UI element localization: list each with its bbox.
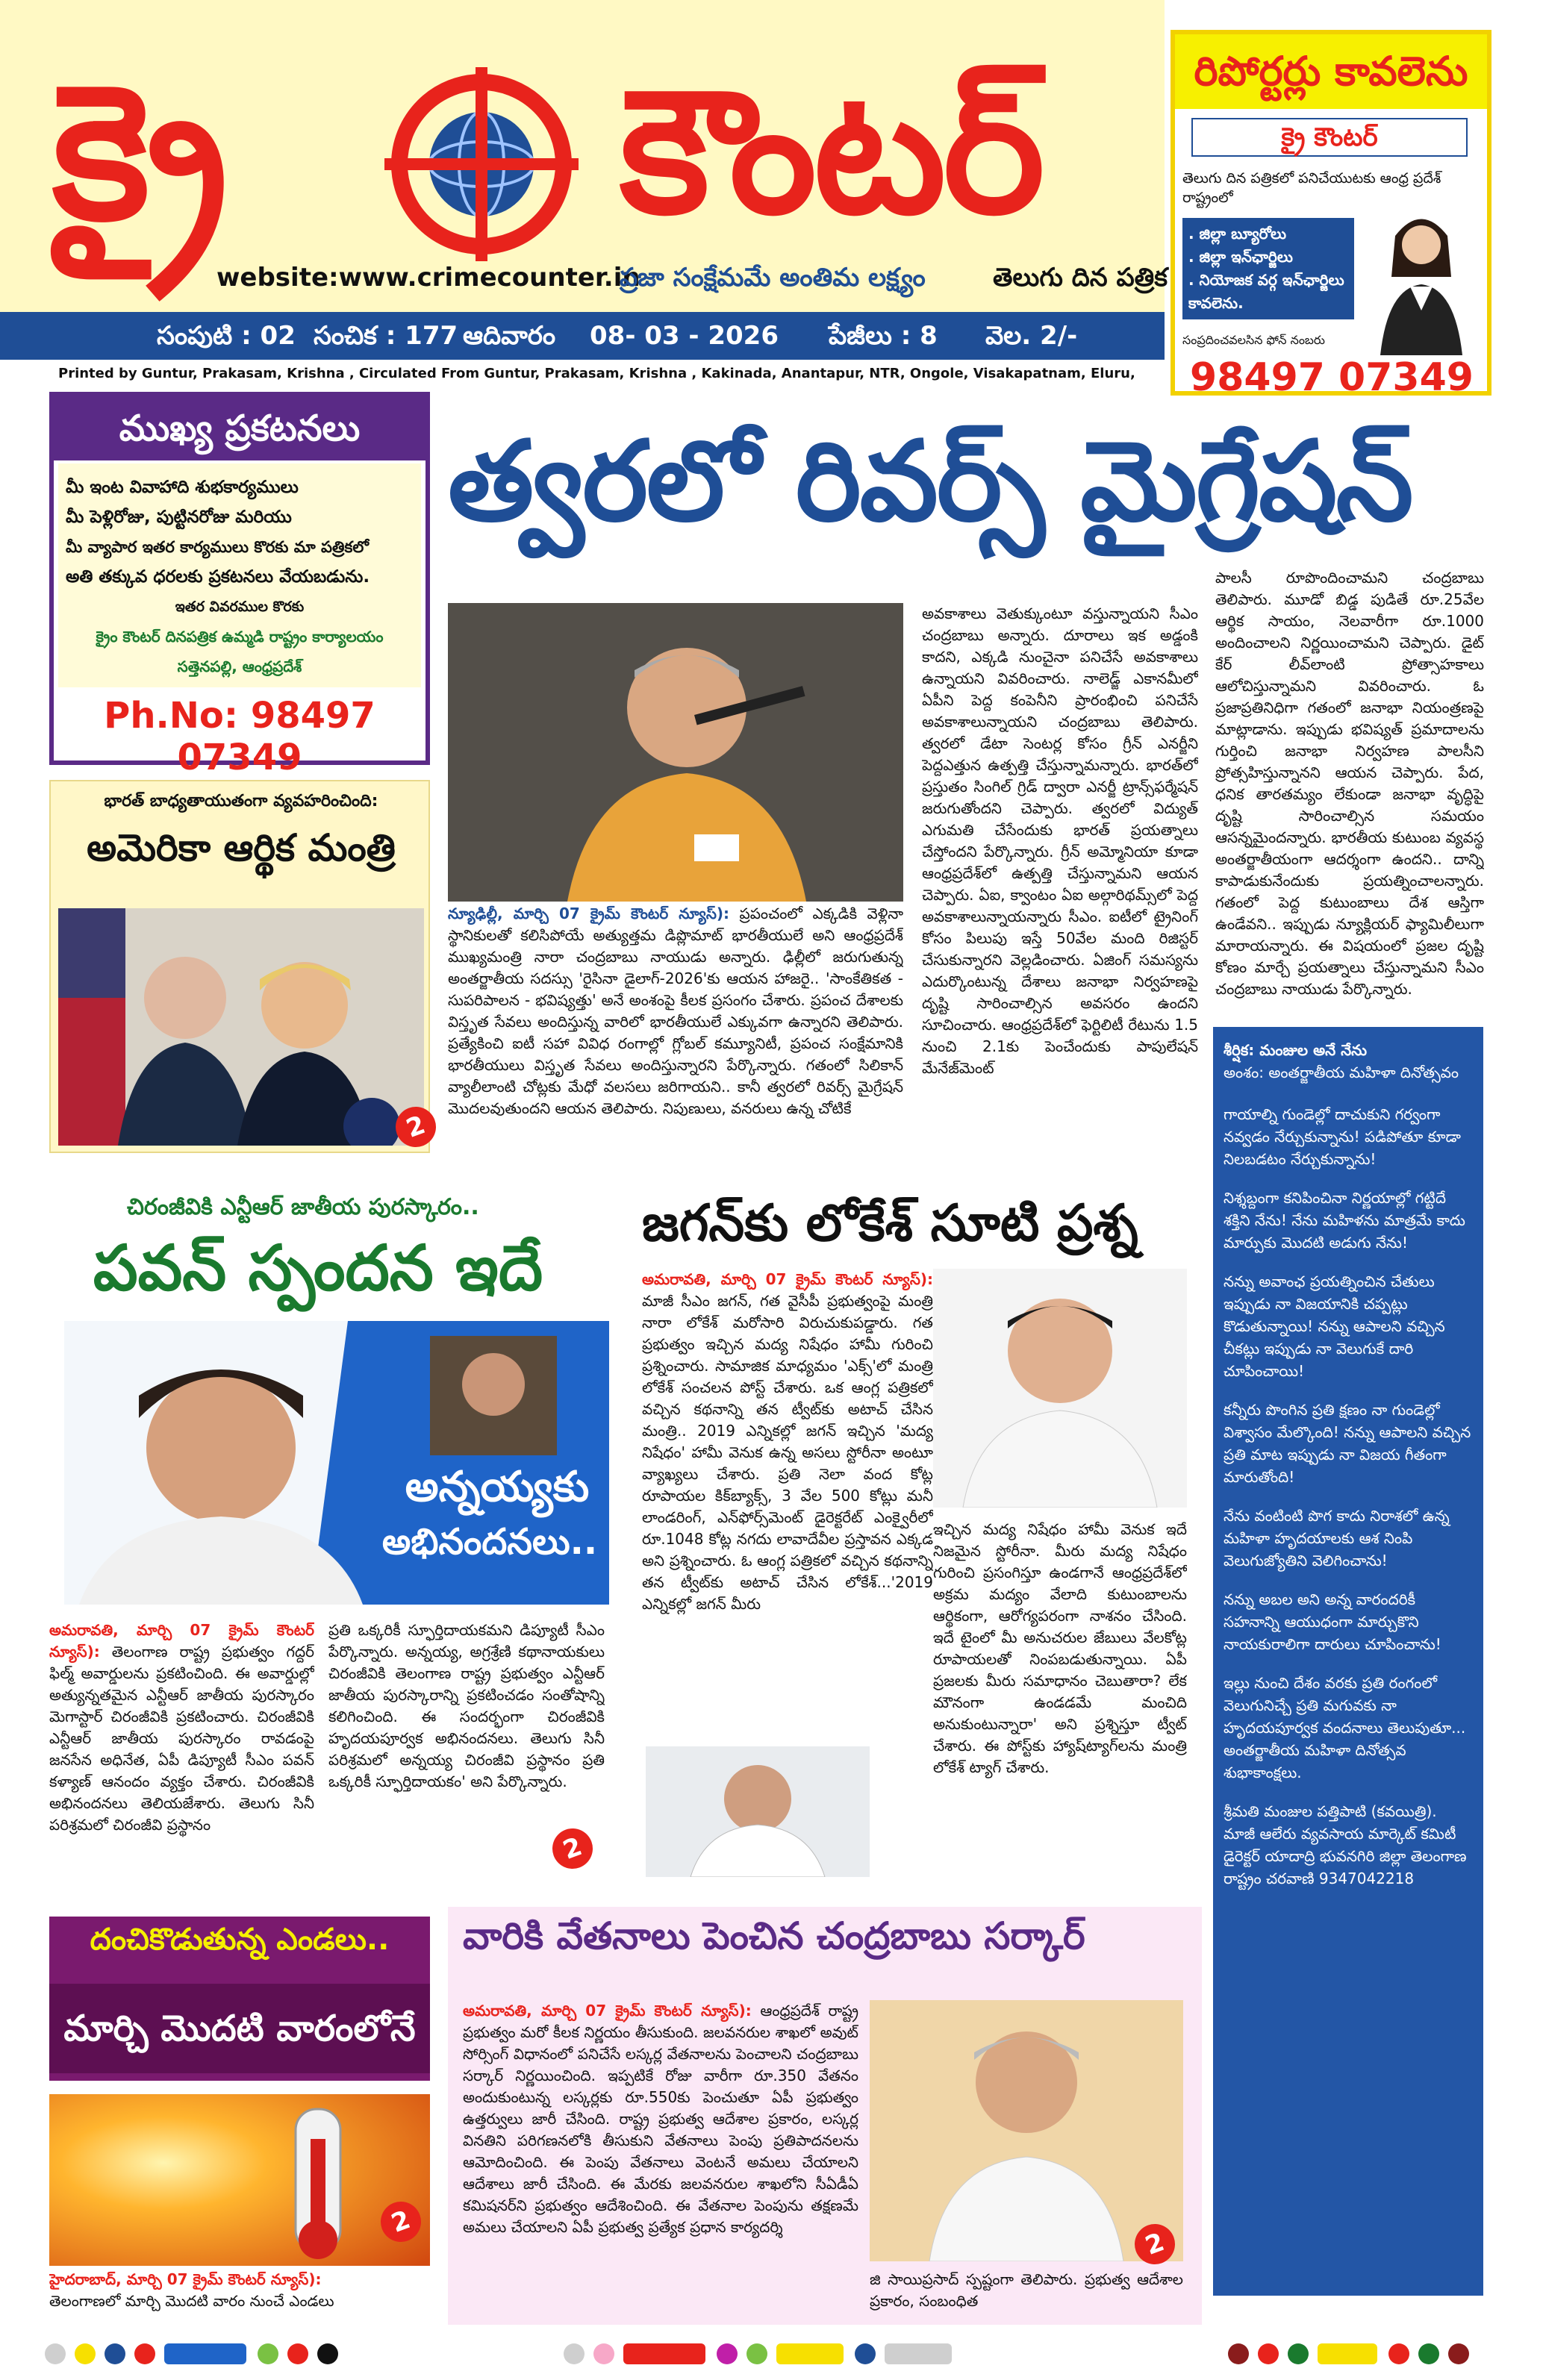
reporters-wanted-ad [1171,30,1491,400]
chiranjeevi-col1 [49,1620,314,1888]
phone-number[interactable]: 98497 07349 [177,695,375,778]
lokesh-col2: ఇచ్చిన మద్య నిషేధం హామీ వెనుక ఇదే నిజమైన స్టోరీనా. మీరు మద్య నిషేధం గురించి ప్రసంగిస్తూ ఉండగానే ఆంధ్రప్రదేశ్‌లో అక్రమ మద్యం వేలాది కుటుంబాలను ఆర్థికంగా, ఆరోగ్యపరంగా నాశనం చేసింది. ఇదే టైంలో మీ అనుచరుల జేబులు వేలకోట్ల రూపాయలతో నింపబడుతున్నాయి. ఏపీ ప్రజలకు మీరు సమాధానం చెబుతారా? లేక మౌనంగా ఉండడమే మంచిది అనుకుంటున్నారా' అని ప్రశ్నిస్తూ ట్వీట్ చేశారు. ఈ పోస్ట్‌కు హ్యాష్‌ట్యాగ్‌లను మంత్రి లోకేశ్ ట్యాగ్ చేశారు. [933,1520,1187,1776]
color-dot [317,2343,338,2364]
color-dot [134,2343,155,2364]
heat-line2: మార్చి మొదటి వారంలోనే [49,1984,430,2073]
color-dot [1288,2343,1309,2364]
color-dot [45,2343,66,2364]
lokesh-byline: అమరావతి, మార్చి 07 క్రైమ్ కౌంటర్ న్యూస్): [642,1270,933,1288]
ad-position-item: . నియోజక వర్గ ఇన్‌ఛార్జిలు [1188,271,1344,289]
masthead-tagline [216,263,1187,307]
classified-line: క్రైం కౌంటర్ దినపత్రిక ఉమ్మడి రాష్ట్రం కార్యాలయం [96,628,384,646]
classified-line: సత్తెనపల్లి, ఆంధ్రప్రదేశ్ [177,658,302,675]
chiranjeevi-col1-text: తెలంగాణ రాష్ట్ర ప్రభుత్వం గద్దర్ ఫిల్మ్ అవార్డులను ప్రకటించింది. ఈ అవార్డుల్లో అత్యున్నతమైన ఎన్టీఆర్ జాతీయ పురస్కారం మెగాస్టార్ చిరంజీవికి ప్రకటించారు. చిరంజీవికి ఎన్టీఆర్ జాతీయ పురస్కారం రావడంపై జనసేన అధినేత, ఏపీ డిప్యూటీ సీఎం పవన్ కళ్యాణ్ ఆనందం వ్యక్తం చేశారు. చిరంజీవికి అభినందనలు తెలియజేశారు. తెలుగు సినీ పరిశ్రమలో చిరంజీవి ప్రస్థానం [49,1643,314,1834]
lokesh-col1 [642,1269,933,1761]
salary-col1 [463,2000,858,2329]
heat-headline-box [49,1917,430,2081]
poem-title: శీర్షిక: మంజుల అనే నేను [1224,1041,1368,1059]
classified-ads-box [49,392,430,778]
page-ref-badge[interactable]: 2 [546,1823,598,1874]
poem-stanza: కన్నీరు పొంగిన ప్రతి క్షణం నా గుండెల్లో విశ్వాసం మేల్కొంది! నన్ను ఆపాలని వచ్చిన ప్రతి మాట ఇప్పుడు నా విజయ గీతంగా మారుతోంది! [1224,1401,1471,1486]
jagan-photo [646,1746,870,1877]
color-bar [623,2343,705,2364]
issue-date: 08- 03 - 2026 [590,321,779,351]
ad-phone-number[interactable]: 98497 07349 [1190,355,1474,400]
issue-info-bar [0,312,1165,360]
color-dot [855,2343,876,2364]
classified-ads-title: ముఖ్య ప్రకటనలు [54,396,426,460]
poem-stanza: గాయాల్ని గుండెల్లో దాచుకుని గర్వంగా నవ్వడం నేర్చుకున్నాను! పడిపోతూ కూడా నిలబడటం నేర్చుకున్నాను! [1224,1105,1461,1168]
lead-col1-text: ప్రపంచంలో ఎక్కడికి వెళ్లినా స్థానికులతో కలిసిపోయే అత్యుత్తమ డిప్లొమాట్ భారతీయులే అని ఆంధ్రప్రదేశ్ ముఖ్యమంత్రి నారా చంద్రబాబు నాయుడు అన్నారు. ఢిల్లీలో జరుగుతున్న అంతర్జాతీయ సదస్సు 'రైసినా డైలాగ్-2026'కు ఆయన హాజరై.. 'సాంకేతికత - సుపరిపాలన - భవిష్యత్తు' అనే అంశంపై కీలక ప్రసంగం చేశారు. ప్రపంచ దేశాలకు విస్తృత సేవలు అందిస్తున్న వారిలో భారతీయులే ఎక్కువగా ఉన్నారని తెలిపారు. ప్రత్యేకించి ఐటీ సహా వివిధ రంగాల్లో గ్లోబల్ కమ్యూనిటీ, ప్రపంచ సంక్షేమానికి భారతీయులు విస్తృత సేవలు అందిస్తున్నారని పేర్కొన్నారు. గతంలో సిలికాన్ వ్యాలీలాంటి చోట్లకు మేధో వలసలు జరిగాయని.. కానీ త్వరలో రివర్స్ మైగ్రేషన్ మొదలవుతుందని ఆయన తెలిపారు. నిపుణులు, వనరులు ఉన్న చోటికే [448,905,903,1117]
lokesh-photo [933,1269,1187,1508]
logo-right-text: కౌంటర్ [620,53,1042,252]
color-dot [105,2343,125,2364]
color-dot [564,2343,585,2364]
logo-left-text: క్రై [52,44,224,261]
color-dot [1388,2343,1409,2364]
salary-byline: అమరావతి, మార్చి 07 క్రైమ్ కౌంటర్ న్యూస్): [463,2002,752,2020]
chandrababu-speech-photo [448,603,903,902]
classified-line: ఇతర వివరముల కొరకు [175,599,305,615]
color-bar [1318,2343,1377,2364]
color-dot [1258,2343,1279,2364]
poem-stanza: ఇల్లు నుంచి దేశం వరకు ప్రతి రంగంలో వెలుగునిచ్చే ప్రతి మగువకు నా హృదయపూర్వక వందనాలు తెలుపుతూ... అంతర్జాతీయ మహిళా దినోత్సవ శుభాకాంక్షలు. [1224,1674,1466,1781]
pawan-photo [64,1321,609,1605]
chiranjeevi-headline: పవన్ స్పందన ఇదే [93,1231,543,1305]
masthead [0,0,1168,388]
poem-stanzas [1224,1103,1473,1890]
color-dot [1448,2343,1469,2364]
classified-phone[interactable] [58,695,421,778]
main-headline: త్వరలో రివర్స్ మైగ్రేషన్ [448,417,1412,546]
chiranjeevi-col2: ప్రతి ఒక్కరికీ స్ఫూర్తిదాయకమని డిప్యూటీ సీఎం పేర్కొన్నారు. అన్నయ్య, అగ్రశ్రేణి కథానాయకులు చిరంజీవికి తెలంగాణ రాష్ట్ర ప్రభుత్వం ఎన్టీఆర్ జాతీయ పురస్కారాన్ని ప్రకటించడం సంతోషాన్ని కలిగించింది. ఈ సందర్భంగా చిరంజీవికి హృదయపూర్వక అభినందనలు. తెలుగు సినీ పరిశ్రమలో అన్నయ్య చిరంజీవి ప్రస్థానం ప్రతి ఒక్కరికీ స్ఫూర్తిదాయకం' అని పేర్కొన్నారు. [328,1621,605,1790]
chiranjeevi-kicker: చిరంజీవికి ఎన్టీఆర్ జాతీయ పురస్కారం.. [127,1194,479,1220]
printed-by-line: Printed by Guntur, Prakasam, Krishna , Circulated From Guntur, Prakasam, Krishna , Kakinada, Anantapur, NTR, Ongole, Visakapatnam, Eluru, [58,366,1135,381]
america-kicker: భారత్ బాధ్యతాయుతంగా వ్యవహరించింది: [104,792,378,810]
lokesh-col1-text: మాజీ సీఎం జగన్, గత వైసీపీ ప్రభుత్వంపై మంత్రి నారా లోకేశ్ మరోసారి విరుచుకుపడ్డారు. గత ప్రభుత్వం ఇచ్చిన మద్య నిషేధం హామీ గురించి ప్రశ్నించారు. సామాజిక మాధ్యమం 'ఎక్స్'లో మంత్రి లోకేశ్ సంచలన పోస్ట్ చేశారు. ఒక ఆంగ్ల పత్రికలో వచ్చిన కథనాన్ని తన ట్వీట్‌కు అటాచ్ చేసిన మంత్రి.. 2019 ఎన్నికల్లో జగన్ ఇచ్చిన 'మద్య నిషేధం' హామీ వెనుక ఉన్న అసలు స్టోరీనా అంటూ వ్యాఖ్యలు చేశారు. ప్రతి నెలా వంద కోట్ల రూపాయల కిక్‌బ్యాక్స్, 3 వేల 500 కోట్లు మనీ లాండరింగ్, ఎన్‌ఫోర్స్‌మెంట్ డైరెక్టరేట్ ఎంక్వైరీలో రూ.1048 కోట్ల నగదు లావాదేవీల ప్రస్తావన ఎక్కడ అని ప్రశ్నించారు. ఓ ఆంగ్ల పత్రికలో వచ్చిన కథనాన్ని తన ట్వీట్‌కు అటాచ్ చేసిన లోకేశ్...'2019 ఎన్నికల్లో జగన్ మీరు [642,1292,933,1613]
photo-caption-line2: అభినందనలు.. [381,1521,598,1563]
page-ref-badge[interactable]: 2 [375,2196,426,2247]
heat-text [49,2269,430,2336]
color-bar [885,2343,952,2364]
classified-line: మీ ఇంట వివాహాది శుభకార్యములు [66,478,299,497]
color-bar [164,2343,246,2364]
chandrababu-photo-2 [870,2000,1183,2261]
salary-col2: జి సాయిప్రసాద్ స్పష్టంగా తెలిపారు. ప్రభుత్వ ఆదేశాల ప్రకారం, సంబంధిత [870,2270,1183,2310]
color-dot [258,2343,278,2364]
color-dot [1228,2343,1249,2364]
classified-ads-body [58,463,421,687]
lead-story-col3: పాలసీ రూపొందించామని చంద్రబాబు తెలిపారు. మూడో బిడ్డ పుడితే రూ.25వేల ఆర్థిక సాయం, నెలవారీగా రూ.1000 అందించాలని నిర్ణయించామని చెప్పారు. డైట్ కేర్ లీవ్‌లాంటి ప్రోత్సాహకాలు ఆలోచిస్తున్నామని వివరించారు. ఓ ప్రజాప్రతినిధిగా గతంలో జనాభా నియంత్రణపై మాట్లాడాను. ఇప్పుడు భవిష్యత్ ప్రమాదాలను గుర్తించి జనాభా నిర్వహణ పాలసీని ప్రోత్సహిస్తున్నానని ఆయన చెప్పారు. పేద, ధనిక తారతమ్యం లేకుండా జనాభా వృద్ధిపై దృష్టి సారించాల్సిన సమయం ఆసన్నమైందన్నారు. భారతీయ కుటుంబ వ్యవస్థ అంతర్జాతీయంగా ఆదర్శంగా ఉందని.. దాన్ని కాపాడుకునేందుకు ప్రయత్నించాలన్నారు. గతంలో పెద్ద కుటుంబాలు దేశ ఆస్తిగా ఉండేవని.. ఇప్పుడు న్యూక్లియర్ ఫ్యామిలీలుగా మారాయన్నారు. ఈ విషయంలో ప్రజల దృష్టి కోణం మార్చే ప్రయత్నాలు చేస్తున్నామని సీఎం చంద్రబాబు నాయుడు పేర్కొన్నారు. [1215,569,1484,998]
poem-stanza: నిశ్శబ్దంగా కనిపించినా నిర్ణయాల్లో గట్టిదే శక్తిని నేను! నేను మహిళను మాత్రమే కాదు మార్పుకు మొదటి అడుగు నేను! [1224,1189,1465,1252]
price: వెల. 2/- [985,321,1078,351]
photo-caption-line1: అన్నయ్యకు [405,1463,590,1511]
poem-author: శ్రీమతి మంజుల పత్తిపాటి (కవయిత్రి). మాజీ ఆలేరు వ్యవసాయ మార్కెట్ కమిటీ డైరెక్టర్ యాదాద్రి భువనగిరి జిల్లా తెలంగాణ రాష్ట్రం చరవాణి 9347042218 [1224,1802,1467,1887]
ad-position-item: . జిల్లా ఇన్‌ఛార్జిలు [1188,248,1293,266]
lead-story-col2: అవకాశాలు వెతుక్కుంటూ వస్తున్నాయని సీఎం చంద్రబాబు అన్నారు. దూరాలు ఇక అడ్డంకి కాదని, ఎక్కడి నుంచైనా పనిచేసే అవకాశాలు ఉన్నాయని వివరించారు. నాలెడ్జ్ ఎకానమీలో ఏపీని పెద్ద కంపెనీని ప్రారంభించి పనిచేసే అవకాశాలున్నాయని చంద్రబాబు తెలిపారు. త్వరలో డేటా సెంటర్ల కోసం గ్రీన్ ఎనర్జీని పెద్దఎత్తున ఉత్పత్తి చేస్తున్నామన్నారు. భారత్‌లో ప్రస్తుతం సింగిల్ గ్రిడ్ ద్వారా ఎనర్జీ ట్రాన్స్‌ఫర్మేషన్ జరుగుతోందని చెప్పారు. త్వరలో విద్యుత్ ఎగుమతి చేసేందుకు భారత్ ప్రయత్నాలు చేస్తోందని పేర్కొన్నారు. గ్రీన్ అమ్మోనియా కూడా ఆంధ్రప్రదేశ్‌లో ఉత్పత్తి చేస్తున్నామని ఆయన చెప్పారు. ఏఐ, క్వాంటం ఏఐ అల్గారిథమ్స్‌లో పెద్ద అవకాశాలున్నాయన్నారు సీఎం. ఐటీలో ట్రైనింగ్ కోసం పిలుపు ఇస్తే 50వేల మంది రిజిస్టర్ చేసుకున్నారని వెల్లడించారు. ఏజింగ్ సమస్యను ఎదుర్కొంటున్న దేశాలు జనాభా నిర్వహణపై దృష్టి సారించాల్సిన అవసరం ఉందని సూచించారు. ఆంధ్రప్రదేశ్‌లో ఫెర్టిలిటీ రేటును 1.5 నుంచి 2.1కు పెంచేందుకు పాపులేషన్ మేనేజ్‌మెంట్ [922,605,1198,1077]
lead-byline: న్యూఢిల్లీ, మార్చి 07 క్రైమ్ కౌంటర్ న్యూస్): [448,905,729,922]
page-ref-badge[interactable]: 2 [1129,2218,1180,2270]
womens-day-poem-sidebar [1213,1027,1483,2296]
color-bar [776,2343,844,2364]
paper-type: తెలుగు దిన పత్రిక [993,263,1168,293]
footer-color-strip-center [564,2343,1086,2364]
chiranjeevi-byline: అమరావతి, మార్చి 07 క్రైమ్ కౌంటర్ న్యూస్): [49,1621,314,1661]
color-dot [593,2343,614,2364]
heat-body: తెలంగాణలో మార్చి మొదటి వారం నుంచే ఎండలు [49,2292,334,2310]
ad-logo: క్రై కౌంటర్ [1191,118,1468,157]
salary-col1-text: ఆంధ్రప్రదేశ్ రాష్ట్ర ప్రభుత్వం మరో కీలక నిర్ణయం తీసుకుంది. జలవనరుల శాఖలో అవుట్ సోర్సింగ్ విధానంలో పనిచేసే లస్కర్ల వేతనాలను పెంచాలని చంద్రబాబు సర్కార్ నిర్ణయించింది. ఇప్పటికే రోజు వారీగా రూ.350 వేతనం అందుకుంటున్న లస్కర్లకు రూ.550కు పెంచుతూ ఏపీ ప్రభుత్వం ఉత్తర్వులు జారీ చేసింది. రాష్ట్ర ప్రభుత్వ ఆదేశాల ప్రకారం, లస్కర్ల వినతిని పరిగణనలోకి తీసుకుని వేతనాలు పెంపు ప్రతిపాదనలను ఆమోదించింది. ఈ పెంపు వేతనాలు వెంటనే అమలు చేయాలని ఆదేశాలు జారీ చేసింది. ఈ మేరకు జలవనరుల శాఖలోని సీఏడీఏ కమిషనర్‌ని ప్రభుత్వం ఆదేశించింది. ఈ వేతనాల పెంపును తక్షణమే అమలు చేయాలని ఏపీ ప్రభుత్వ ప్రత్యేక ప్రధాన కార్యదర్శి [463,2002,858,2236]
heat-line1: దంచికొడుతున్న ఎండలు.. [90,1923,390,1957]
footer-color-strip-right [1228,2343,1497,2364]
page-ref-badge[interactable]: 2 [390,1101,441,1152]
issue-number: సంచిక : 177 [314,321,458,351]
footer-color-strip-left [45,2343,433,2364]
color-dot [1418,2343,1439,2364]
america-headline: అమెరికా ఆర్థిక మంత్రి [87,826,396,869]
color-dot [75,2343,96,2364]
lead-story-col1 [448,903,903,1202]
slogan: ప్రజా సంక్షేమమే అంతిమ లక్ష్యం [620,263,926,293]
ad-line: తెలుగు దిన పత్రికలో పనిచేయుటకు ఆంధ్ర ప్రదేశ్ రాష్ట్రంలో [1182,170,1441,206]
america-story [49,780,430,1153]
poem-stanza: నన్ను అబల అని అన్న వారందరికీ సహనాన్ని ఆయుధంగా మార్చుకొని నాయకురాలిగా దారులు చూపించాను! [1224,1590,1441,1653]
america-photo [58,908,424,1146]
ad-positions-list [1182,218,1354,319]
color-dot [746,2343,767,2364]
ad-position-item: కావలెను. [1188,294,1244,312]
weekday: ఆదివారం [463,321,556,351]
website-url[interactable]: website:www.crimecounter.in [216,263,640,293]
phone-label: Ph.No: [104,695,239,737]
ad-position-item: . జిల్లా బ్యూరోలు [1188,225,1287,243]
poem-stanza: నన్ను అవాంఛ ప్రయత్నించిన చేతులు ఇప్పుడు నా విజయానికి చప్పట్లు కొడుతున్నాయి! నన్ను ఆపాలని వచ్చిన చీకట్లు ఇప్పుడు నా వెలుగుకే దారి చూపించాయి! [1224,1272,1445,1380]
ad-title: రిపోర్టర్లు కావలెను [1175,34,1487,109]
ad-contact-label: సంప్రదించవలసిన ఫోన్ నంబరు [1182,333,1325,347]
lokesh-headline: జగన్‌కు లోకేశ్ సూటి ప్రశ్న [642,1194,1138,1253]
heat-byline: హైదరాబాద్, మార్చి 07 క్రైమ్ కౌంటర్ న్యూస్): [49,2270,322,2288]
page-count: పేజీలు : 8 [829,321,938,351]
poem-stanza: నేను వంటింటి పొగ కాదు నిరాశలో ఉన్న మహిళా హృదయాలకు ఆశ నింపి వెలుగుజ్యోతిని వెలిగించాను! [1224,1507,1450,1570]
classified-line: మీ పెళ్లిరోజు, పుట్టినరోజు మరియు [66,507,292,527]
salary-headline: వారికి వేతనాలు పెంచిన చంద్రబాబు సర్కార్ [463,1914,1085,1958]
sun-thermometer-photo [49,2094,430,2266]
color-dot [287,2343,308,2364]
poem-occasion: అంశం: అంతర్జాతీయ మహిళా దినోత్సవం [1224,1063,1459,1081]
classified-line: అతి తక్కువ ధరలకు ప్రకటనలు వేయబడును. [66,567,370,587]
crosshair-globe-icon [384,67,579,261]
classified-line: మీ వ్యాపార ఇతర కార్యములు కొరకు మా పత్రికలో [66,538,369,556]
volume: సంపుటి : 02 [157,321,296,351]
color-dot [717,2343,738,2364]
